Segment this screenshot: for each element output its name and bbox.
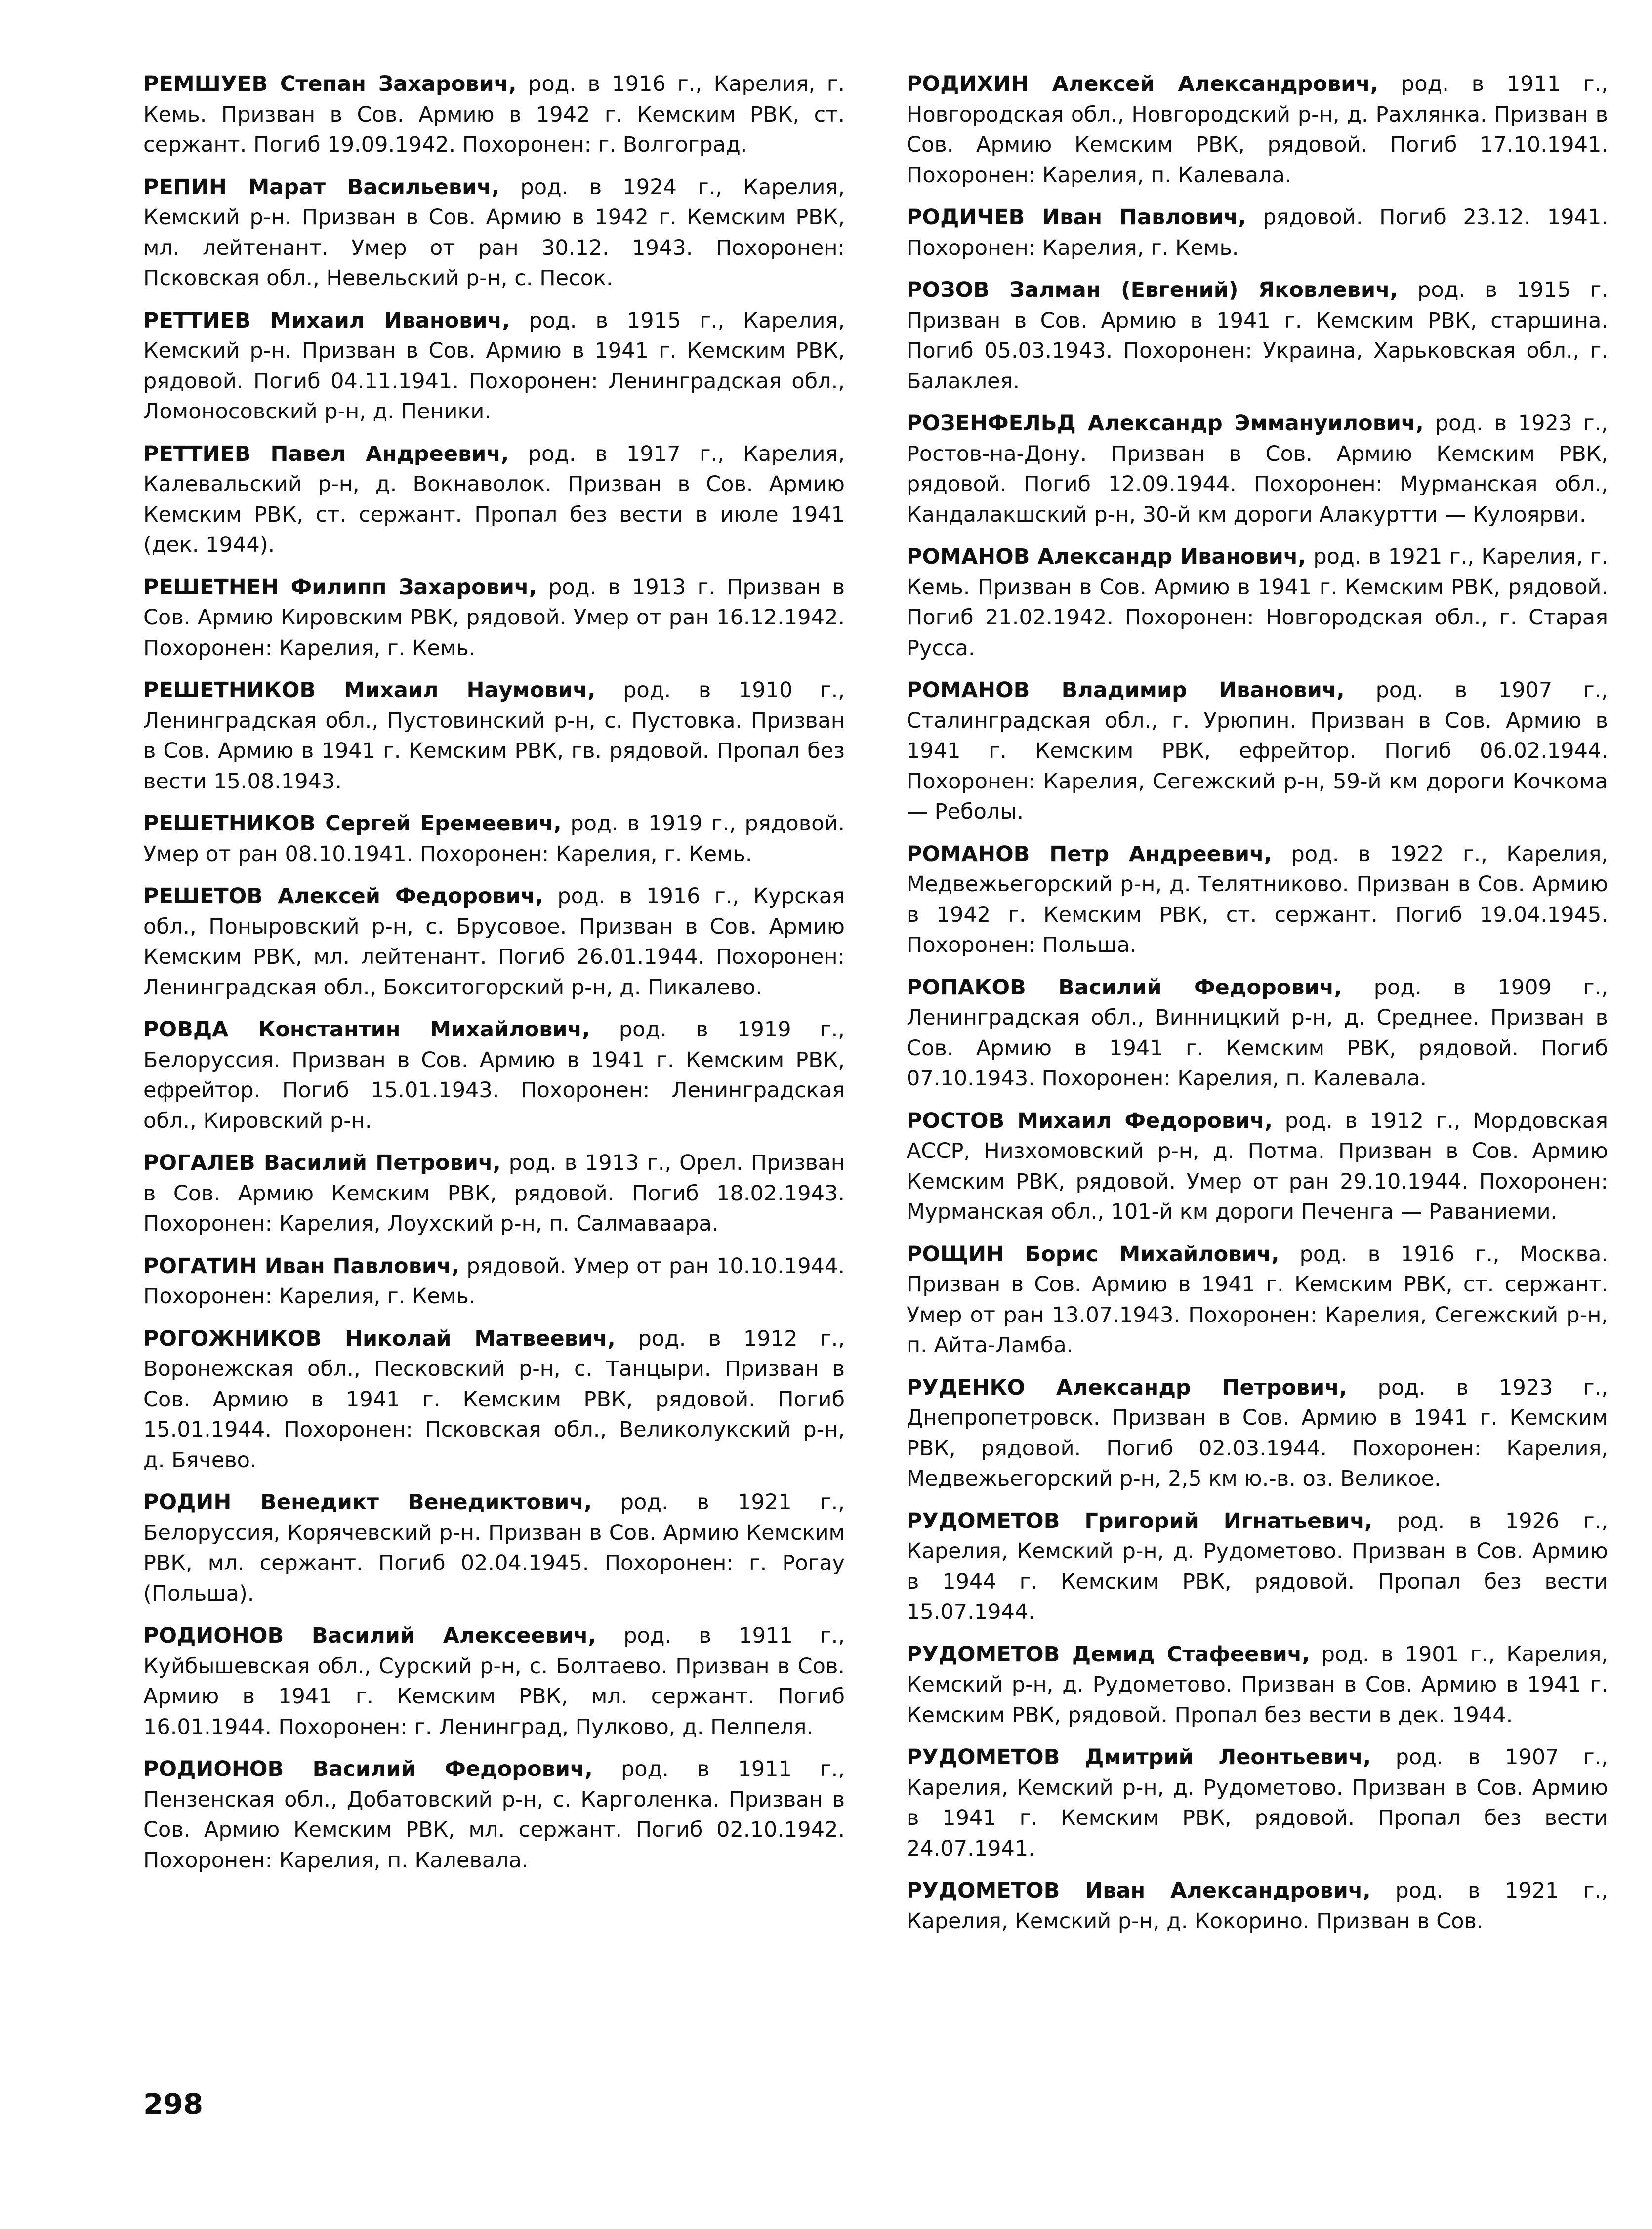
entry <box>907 839 1608 961</box>
entry-name: РЕШЕТНИКОВ Сергей Еремеевич, <box>143 811 562 836</box>
entry-text: род. в 1915 г. Призван в Сов. Армию в 1941 г. Кемским РВК, старшина. Погиб 05.03.1943. Похоронен: Украина, Харьковская обл., г. Балаклея. <box>907 278 1608 394</box>
entry-text: род. в 1926 г., Карелия, Кемский р-н, д. Рудометово. Призван в Сов. Армию в 1944 г. Кемским РВК, рядовой. Пропал без вести 15.07.1944. <box>907 1508 1608 1624</box>
entry <box>143 573 845 664</box>
entry-name: РУДЕНКО Александр Петрович, <box>907 1375 1348 1400</box>
entry-name: РОГАЛЕВ Василий Петрович, <box>143 1151 501 1175</box>
entry-name: РУДОМЕТОВ Дмитрий Леонтьевич, <box>907 1745 1371 1770</box>
entry <box>907 973 1608 1094</box>
entry <box>907 1239 1608 1361</box>
entry-name: РОДИЧЕВ Иван Павлович, <box>907 205 1246 230</box>
entry-text: род. в 1912 г., Воронежская обл., Песковский р-н, с. Танцыри. Призван в Сов. Армию в 1941 г. Кемским РВК, рядовой. Погиб 15.01.1944. Похоронен: Псковская обл., Великолукский р-н, д. Бячево. <box>143 1326 845 1473</box>
entry-text: род. в 1911 г., Пензенская обл., Добатовский р-н, с. Карголенка. Призван в Сов. Армию Кемским РВК, мл. сержант. Погиб 02.10.1942. Похоронен: Карелия, п. Калевала. <box>143 1757 845 1873</box>
entry-text: род. в 1907 г., Сталинградская обл., г. Урюпин. Призван в Сов. Армию в 1941 г. Кемским РВК, ефрейтор. Погиб 06.02.1944. Похоронен: Карелия, Сегежский р-н, 59-й км дороги Кочкома — Реболы. <box>907 678 1608 824</box>
entry-name: РОЗЕНФЕЛЬД Александр Эммануилович, <box>907 411 1424 436</box>
entry-name: РЕТТИЕВ Михаил Иванович, <box>143 308 510 333</box>
entry-text: род. в 1901 г., Карелия, Кемский р-н, д. Рудометово. Призван в Сов. Армию в 1941 г. Кемским РВК, рядовой. Пропал без вести в дек. 1944. <box>907 1642 1609 1728</box>
entry-text: род. в 1923 г., Ростов-на-Дону. Призван в Сов. Армию Кемским РВК, рядовой. Погиб 12.09.1944. Похоронен: Мурманская обл., Кандалакшский р-н, 30-й км дороги Алакуртти — Кулоярви. <box>907 411 1608 527</box>
entry <box>907 409 1608 530</box>
entry-name: РОМАНОВ Александр Иванович, <box>907 544 1306 569</box>
entry <box>143 1487 845 1609</box>
entry-name: РОВДА Константин Михайлович, <box>143 1017 590 1042</box>
entry-name: РЕМШУЕВ Степан Захарович, <box>143 72 517 96</box>
entry-text: род. в 1913 г., Орел. Призван в Сов. Армию Кемским РВК, рядовой. Погиб 18.02.1943. Похоронен: Карелия, Лоухский р-н, п. Салмаваара. <box>143 1151 845 1236</box>
entry <box>143 1251 845 1312</box>
entry-name: РУДОМЕТОВ Григорий Игнатьевич, <box>907 1508 1373 1533</box>
entry <box>143 1324 845 1476</box>
entry-name: РОПАКОВ Василий Федорович, <box>907 975 1342 1000</box>
right-column <box>907 69 1608 1948</box>
entry <box>143 1621 845 1742</box>
entry-text: род. в 1912 г., Мордовская АССР, Низхомовский р-н, д. Потма. Призван в Сов. Армию Кемским РВК, рядовой. Умер от ран 29.10.1944. Похоронен: Мурманская обл., 101-й км дороги Печенга — Раваниеми. <box>907 1108 1608 1224</box>
entry <box>907 203 1608 263</box>
entry <box>907 1742 1608 1864</box>
entry <box>143 1148 845 1239</box>
entry-name: РОДИН Венедикт Венедиктович, <box>143 1490 592 1515</box>
entry-text: род. в 1922 г., Карелия, Медвежьегорский р-н, д. Телятниково. Призван в Сов. Армию в 1942 г. Кемским РВК, ст. сержант. Погиб 19.04.1945. Похоронен: Польша. <box>907 841 1608 957</box>
entry <box>907 1876 1608 1937</box>
entry-text: род. в 1913 г. Призван в Сов. Армию Кировским РВК, рядовой. Умер от ран 16.12.1942. Похоронен: Карелия, г. Кемь. <box>143 575 845 660</box>
entry <box>907 1373 1608 1494</box>
entry-text: род. в 1916 г., Москва. Призван в Сов. Армию в 1941 г. Кемским РВК, ст. сержант. Умер от ран 13.07.1943. Похоронен: Карелия, Сегежский р-н, п. Айта-Ламба. <box>907 1241 1608 1358</box>
entry <box>143 439 845 561</box>
entry-text: род. в 1911 г., Новгородская обл., Новгородский р-н, д. Рахлянка. Призван в Сов. Армию Кемским РВК, рядовой. Погиб 17.10.1941. Похоронен: Карелия, п. Калевала. <box>907 72 1608 188</box>
entry <box>143 675 845 797</box>
entry <box>143 172 845 294</box>
entry-name: РОМАНОВ Владимир Иванович, <box>907 678 1345 702</box>
entry-name: РЕШЕТНЕН Филипп Захарович, <box>143 575 537 600</box>
entry-text: род. в 1916 г., Курская обл., Поныровский р-н, с. Брусовое. Призван в Сов. Армию Кемским РВК, мл. лейтенант. Погиб 26.01.1944. Похоронен: Ленинградская обл., Бокситогорский р-н, д. Пикалево. <box>143 884 845 1000</box>
entry <box>907 542 1608 663</box>
entry-name: РУДОМЕТОВ Иван Александрович, <box>907 1878 1371 1903</box>
entry-text: рядовой. Погиб 23.12. 1941. Похоронен: Карелия, г. Кемь. <box>907 205 1608 260</box>
entry-name: РОГАТИН Иван Павлович, <box>143 1253 459 1279</box>
entry-name: РОДИОНОВ Василий Алексеевич, <box>143 1623 596 1648</box>
entry <box>907 1506 1608 1628</box>
entry <box>143 809 845 869</box>
page-number: 298 <box>143 2087 204 2121</box>
entry <box>907 69 1608 191</box>
entry <box>907 675 1608 827</box>
entry-text: род. в 1910 г., Ленинградская обл., Пустовинский р-н, с. Пустовка. Призван в Сов. Армию в 1941 г. Кемским РВК, гв. рядовой. Пропал без вести 15.08.1943. <box>143 678 845 794</box>
entry <box>143 69 845 161</box>
entry-name: РОЩИН Борис Михайлович, <box>907 1241 1280 1267</box>
entry-name: РОМАНОВ Петр Андреевич, <box>907 841 1273 867</box>
entry-name: РЕШЕТОВ Алексей Федорович, <box>143 884 543 908</box>
entry <box>143 881 845 1003</box>
entry-text: род. в 1921 г., Карелия, Кемский р-н, д. Кокорино. Призван в Сов. <box>907 1878 1608 1934</box>
entry-text: род. в 1916 г., Карелия, г. Кемь. Призван в Сов. Армию в 1942 г. Кемским РВК, ст. сержант. Погиб 19.09.1942. Похоронен: г. Волгоград. <box>143 72 845 157</box>
entry-text: род. в 1915 г., Карелия, Кемский р-н. Призван в Сов. Армию в 1941 г. Кемским РВК, рядовой. Погиб 04.11.1941. Похоронен: Ленинградская обл., Ломоносовский р-н, д. Пеники. <box>143 308 845 424</box>
entry-name: РОДИОНОВ Василий Федорович, <box>143 1757 593 1781</box>
entry-text: род. в 1919 г., рядовой. Умер от ран 08.10.1941. Похоронен: Карелия, г. Кемь. <box>143 811 845 867</box>
entry-name: РОСТОВ Михаил Федорович, <box>907 1108 1273 1133</box>
entry-text: род. в 1923 г., Днепропетровск. Призван в Сов. Армию в 1941 г. Кемским РВК, рядовой. Погиб 02.03.1944. Похоронен: Карелия, Медвежьегорский р-н, 2,5 км ю.-в. оз. Великое. <box>907 1375 1608 1491</box>
entry-text: род. в 1917 г., Карелия, Калевальский р-н, д. Вокнаволок. Призван в Сов. Армию Кемским РВК, ст. сержант. Пропал без вести в июле 1941 (дек. 1944). <box>143 441 845 557</box>
entry-name: РОДИХИН Алексей Александрович, <box>907 72 1379 96</box>
entry <box>143 1015 845 1136</box>
entry-name: РУДОМЕТОВ Демид Стафеевич, <box>907 1642 1310 1667</box>
entry <box>907 1640 1608 1731</box>
entry-text: род. в 1919 г., Белоруссия. Призван в Сов. Армию в 1941 г. Кемским РВК, ефрейтор. Погиб 15.01.1943. Похоронен: Ленинградская обл., Кировский р-н. <box>143 1017 845 1133</box>
entry-text: род. в 1909 г., Ленинградская обл., Винницкий р-н, д. Среднее. Призван в Сов. Армию в 1941 г. Кемским РВК, рядовой. Погиб 07.10.1943. Похоронен: Карелия, п. Калевала. <box>907 975 1608 1091</box>
entry-name: РОГОЖНИКОВ Николай Матвеевич, <box>143 1326 616 1351</box>
entry-text: род. в 1907 г., Карелия, Кемский р-н, д. Рудометово. Призван в Сов. Армию в 1941 г. Кемским РВК, рядовой. Пропал без вести 24.07.1941. <box>907 1745 1608 1861</box>
entry-name: РОЗОВ Залман (Евгений) Яковлевич, <box>907 278 1398 302</box>
entry-name: РЕПИН Марат Васильевич, <box>143 174 500 200</box>
entry <box>143 1754 845 1876</box>
entry-name: РЕТТИЕВ Павел Андреевич, <box>143 441 509 466</box>
entry-name: РЕШЕТНИКОВ Михаил Наумович, <box>143 678 596 702</box>
entry-text: род. в 1924 г., Карелия, Кемский р-н. Призван в Сов. Армию в 1942 г. Кемским РВК, мл. лейтенант. Умер от ран 30.12. 1943. Похоронен: Псковская обл., Невельский р-н, с. Песок. <box>143 174 845 290</box>
left-column <box>143 69 845 1888</box>
entry-text: рядовой. Умер от ран 10.10.1944. Похоронен: Карелия, г. Кемь. <box>143 1253 845 1309</box>
entry <box>907 1106 1608 1228</box>
entry-text: род. в 1921 г., Карелия, г. Кемь. Призван в Сов. Армию в 1941 г. Кемским РВК, рядовой. Погиб 21.02.1942. Похоронен: Новгородская обл., г. Старая Русса. <box>907 544 1608 660</box>
entry-text: род. в 1911 г., Куйбышевская обл., Сурский р-н, с. Болтаево. Призван в Сов. Армию в 1941 г. Кемским РВК, мл. сержант. Погиб 16.01.1944. Похоронен: г. Ленинград, Пулково, д. Пелпеля. <box>143 1623 845 1739</box>
entry <box>143 306 845 427</box>
entry-text: род. в 1921 г., Белоруссия, Корячевский р-н. Призван в Сов. Армию Кемским РВК, мл. сержант. Погиб 02.04.1945. Похоронен: г. Рогау (Польша). <box>143 1490 845 1606</box>
entry <box>907 275 1608 397</box>
